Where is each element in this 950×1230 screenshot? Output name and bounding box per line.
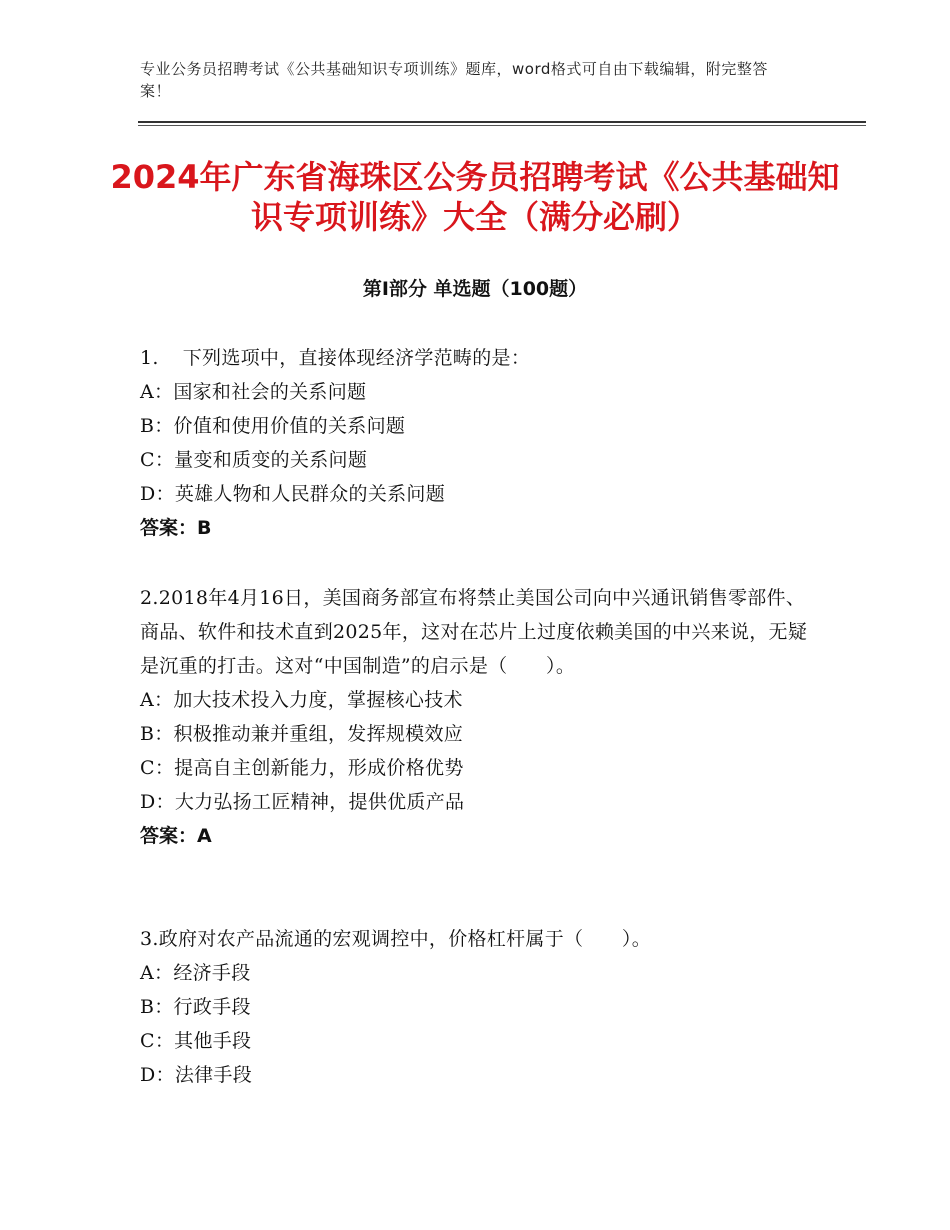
- section-title: 第Ⅰ部分 单选题（100题）: [362, 278, 588, 300]
- question-3-option-b: B：行政手段: [140, 996, 251, 1018]
- header-note: 专业公务员招聘考试《公共基础知识专项训练》题库，word格式可自由下载编辑，附完整答案！: [140, 60, 768, 100]
- question-3-option-d: D：法律手段: [140, 1064, 253, 1086]
- question-2-option-c: C：提高自主创新能力，形成价格优势: [140, 757, 464, 779]
- question-3-stem: [140, 922, 820, 956]
- question-3: [140, 922, 820, 1092]
- question-2-option-d: D：大力弘扬工匠精神，提供优质产品: [140, 791, 465, 813]
- question-2: [140, 581, 820, 853]
- question-1-option-b: B：价值和使用价值的关系问题: [140, 415, 406, 437]
- question-2-answer: 答案：A: [140, 825, 212, 847]
- question-1-option-d: D：英雄人物和人民群众的关系问题: [140, 483, 446, 505]
- header-divider-thin: [138, 125, 866, 126]
- question-2-option-a: A：加大技术投入力度，掌握核心技术: [140, 689, 463, 711]
- question-1: [140, 341, 820, 545]
- question-2-stem: [140, 581, 820, 683]
- question-1-stem: [140, 341, 820, 375]
- question-3-option-a: A：经济手段: [140, 962, 251, 984]
- question-1-text: 下列选项中，直接体现经济学范畴的是：: [182, 347, 531, 369]
- question-2-text: 2018年4月16日，美国商务部宣布将禁止美国公司向中兴通讯销售零部件、商品、软件和技术直到2025年，这对在芯片上过度依赖美国的中兴来说，无疑是沉重的打击。这对“中国制造”的启示是（ ）。: [140, 587, 808, 677]
- question-3-text: 政府对农产品流通的宏观调控中，价格杠杆属于（ ）。: [158, 928, 652, 950]
- question-3-number: 3.: [140, 928, 159, 950]
- question-1-option-a: A：国家和社会的关系问题: [140, 381, 367, 403]
- question-2-number: 2.: [140, 587, 159, 609]
- document-title: 2024年广东省海珠区公务员招聘考试《公共基础知识专项训练》大全（满分必刷）: [110, 158, 840, 236]
- header-divider-thick: [138, 121, 866, 123]
- header-divider: [138, 121, 866, 127]
- question-2-option-b: B：积极推动兼并重组，发挥规模效应: [140, 723, 464, 745]
- question-1-number: 1.: [140, 347, 159, 369]
- question-1-option-c: C：量变和质变的关系问题: [140, 449, 368, 471]
- question-3-option-c: C：其他手段: [140, 1030, 252, 1052]
- question-1-answer: 答案：B: [140, 517, 212, 539]
